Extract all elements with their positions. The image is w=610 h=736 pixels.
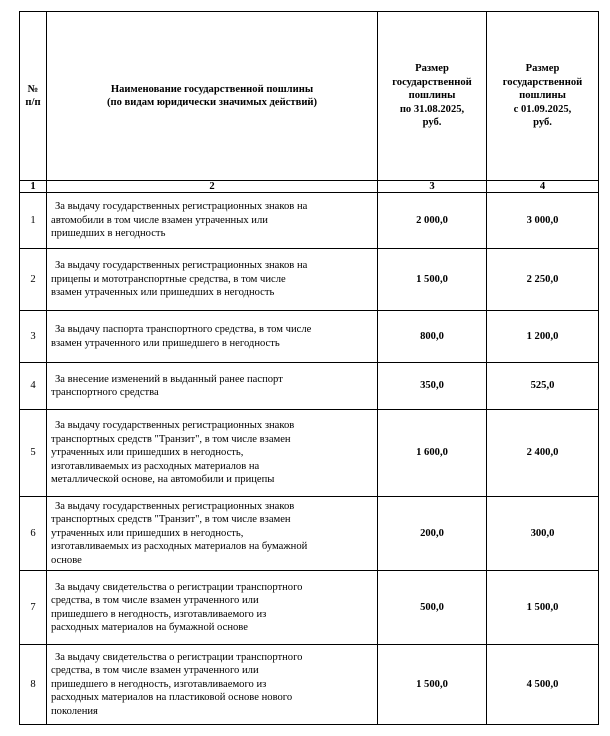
- fee-name-line: За внесение изменений в выданный ранее паспорт: [55, 373, 283, 385]
- fee-name-line: взамен утраченных или пришедших в негодность: [51, 287, 275, 299]
- header-new-rate: [487, 12, 599, 181]
- fee-old-value: 1 500,0: [378, 645, 487, 725]
- fee-new-value: 525,0: [487, 363, 599, 410]
- fee-name-line: За выдачу свидетельства о регистрации транспортного: [55, 651, 303, 663]
- header-old-line: пошлины: [408, 90, 456, 102]
- header-old-line: руб.: [422, 117, 442, 129]
- table-row: [20, 645, 599, 725]
- fee-name-line: пришедшего в негодность, изготавливаемого из: [51, 608, 267, 620]
- fee-name-line: взамен утраченного или пришедшего в негодность: [51, 337, 280, 349]
- table-row: [20, 193, 599, 249]
- row-number: 6: [20, 497, 47, 571]
- fee-name-line: пришедшего в негодность, изготавливаемого из: [51, 678, 267, 690]
- row-number: 5: [20, 410, 47, 497]
- fee-name-line: изготавливаемых из расходных материалов на бумажной: [51, 541, 308, 553]
- header-name-line: Наименование государственной пошлины: [110, 83, 314, 95]
- fee-name: [47, 571, 378, 645]
- header-new-line: с 01.09.2025,: [513, 103, 572, 115]
- fee-new-value: 4 500,0: [487, 645, 599, 725]
- fee-name: [47, 645, 378, 725]
- fee-new-value: 3 000,0: [487, 193, 599, 249]
- fee-name-line: средства, в том числе взамен утраченного или: [51, 665, 259, 677]
- fee-name-line: расходных материалов на бумажной основе: [51, 621, 248, 633]
- fee-new-value: 2 250,0: [487, 249, 599, 311]
- column-number: 2: [47, 181, 378, 193]
- row-number: 1: [20, 193, 47, 249]
- fee-name-line: За выдачу государственных регистрационных знаков на: [55, 201, 308, 213]
- header-new-line: Размер: [525, 63, 560, 75]
- fee-name-line: За выдачу государственных регистрационных знаков на: [55, 260, 308, 272]
- fee-name-line: За выдачу паспорта транспортного средства, в том числе: [55, 324, 312, 336]
- header-old-line: государственной: [392, 76, 472, 88]
- table-body: [20, 193, 599, 725]
- table-row: [20, 410, 599, 497]
- fee-old-value: 800,0: [378, 311, 487, 363]
- table-row: [20, 311, 599, 363]
- column-number: 4: [487, 181, 599, 193]
- fee-new-value: 300,0: [487, 497, 599, 571]
- fee-name-line: расходных материалов на пластиковой основе нового: [51, 692, 293, 704]
- fee-name-line: изготавливаемых из расходных материалов на: [51, 460, 260, 472]
- row-number: 4: [20, 363, 47, 410]
- fee-name-line: транспортных средств "Транзит", в том числе взамен: [51, 514, 291, 526]
- header-name: [47, 12, 378, 181]
- fee-new-value: 1 500,0: [487, 571, 599, 645]
- header-name-line: (по видам юридически значимых действий): [106, 97, 318, 108]
- fee-name-line: утраченных или пришедших в негодность,: [51, 527, 244, 539]
- fee-old-value: 350,0: [378, 363, 487, 410]
- fee-name-line: автомобили в том числе взамен утраченных или: [51, 214, 268, 226]
- fee-name-line: пришедших в негодность: [51, 228, 166, 240]
- header-new-line: пошлины: [519, 90, 566, 102]
- fee-name-line: средства, в том числе взамен утраченного или: [51, 595, 259, 607]
- row-number: 8: [20, 645, 47, 725]
- column-number-row: [20, 181, 599, 193]
- fee-name: [47, 193, 378, 249]
- fee-old-value: 200,0: [378, 497, 487, 571]
- fee-name-line: За выдачу государственных регистрационных знаков: [55, 500, 295, 512]
- header-old-line: Размер: [415, 63, 449, 75]
- fee-name-line: основе: [51, 554, 82, 566]
- fee-name: [47, 311, 378, 363]
- fee-name: [47, 249, 378, 311]
- fee-new-value: 2 400,0: [487, 410, 599, 497]
- header-new-line: руб.: [533, 117, 552, 129]
- fee-name-line: металлической основе, на автомобили и прицепы: [51, 474, 275, 486]
- fee-name-line: За выдачу государственных регистрационных знаков: [55, 420, 295, 432]
- fee-name: [47, 410, 378, 497]
- header-num-line: п/п: [25, 97, 41, 108]
- table-row: [20, 571, 599, 645]
- fee-name: [47, 363, 378, 410]
- fee-old-value: 500,0: [378, 571, 487, 645]
- header-num-line: №: [27, 83, 39, 95]
- fee-old-value: 1 600,0: [378, 410, 487, 497]
- fee-name-line: транспортного средства: [51, 387, 159, 398]
- header-num: [20, 12, 47, 181]
- header-new-line: государственной: [502, 76, 583, 88]
- header-old-rate: [378, 12, 487, 181]
- header-old-line: по 31.08.2025,: [399, 103, 465, 115]
- fee-new-value: 1 200,0: [487, 311, 599, 363]
- row-number: 7: [20, 571, 47, 645]
- fee-name-line: За выдачу свидетельства о регистрации транспортного: [55, 581, 303, 593]
- column-number: 3: [378, 181, 487, 193]
- row-number: 2: [20, 249, 47, 311]
- fee-name-line: поколения: [51, 705, 98, 717]
- fee-name-line: транспортных средств "Транзит", в том числе взамен: [51, 433, 291, 445]
- header-row: [20, 12, 599, 181]
- row-number: 3: [20, 311, 47, 363]
- fee-old-value: 2 000,0: [378, 193, 487, 249]
- table-row: [20, 249, 599, 311]
- fee-name-line: утраченных или пришедших в негодность,: [51, 447, 244, 459]
- table-row: [20, 497, 599, 571]
- fee-name-line: прицепы и мототранспортные средства, в том числе: [51, 273, 286, 285]
- fee-old-value: 1 500,0: [378, 249, 487, 311]
- table-row: [20, 363, 599, 410]
- fee-table: [19, 11, 599, 725]
- fee-name: [47, 497, 378, 571]
- column-number: 1: [20, 181, 47, 193]
